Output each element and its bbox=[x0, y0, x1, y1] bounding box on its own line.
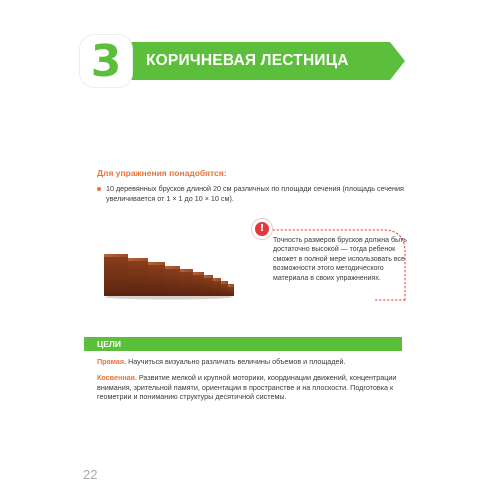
brown-stairs-image bbox=[102, 250, 237, 300]
goals-section bbox=[97, 357, 409, 408]
goal-direct-label: Прямая. bbox=[97, 357, 127, 366]
chapter-title-banner bbox=[120, 42, 405, 80]
goals-heading-bar bbox=[84, 337, 402, 351]
chapter-title: КОРИЧНЕВАЯ ЛЕСТНИЦА bbox=[146, 52, 349, 69]
warning-icon: ! bbox=[251, 218, 273, 240]
goals-heading: ЦЕЛИ bbox=[97, 339, 121, 349]
bullet-icon bbox=[97, 187, 101, 191]
goal-direct-text: Научиться визуально различать величины объемов и площадей. bbox=[128, 357, 346, 366]
goal-indirect bbox=[97, 373, 409, 402]
note-text: Точность размеров брусков должна быть достаточно высокой — тогда ребенок сможет в полной мере использовать все возможности этого методического материала в своих упражнениях. bbox=[273, 237, 407, 282]
chapter-number: 3 bbox=[90, 35, 122, 87]
goal-direct bbox=[97, 357, 409, 367]
list-item-text: 10 деревянных брусков длиной 20 см различных по площади сечения (площадь сечения увеличивается от 1 × 1 до 10 × 10 см). bbox=[106, 184, 404, 203]
materials-list bbox=[97, 184, 412, 204]
materials-heading: Для упражнения понадобятся: bbox=[97, 168, 227, 178]
list-item bbox=[97, 184, 412, 204]
goal-indirect-label: Косвенная. bbox=[97, 372, 137, 382]
page-number: 22 bbox=[83, 467, 98, 482]
goal-indirect-text: Развитие мелкой и крупной моторики, координации движений, концентрации внимания, зрительной памяти, ориентации в пространстве и на плоскости. Подготовка к геометрии и пониманию структуры десятичной системы. bbox=[97, 372, 397, 402]
chapter-number-badge bbox=[80, 35, 132, 87]
